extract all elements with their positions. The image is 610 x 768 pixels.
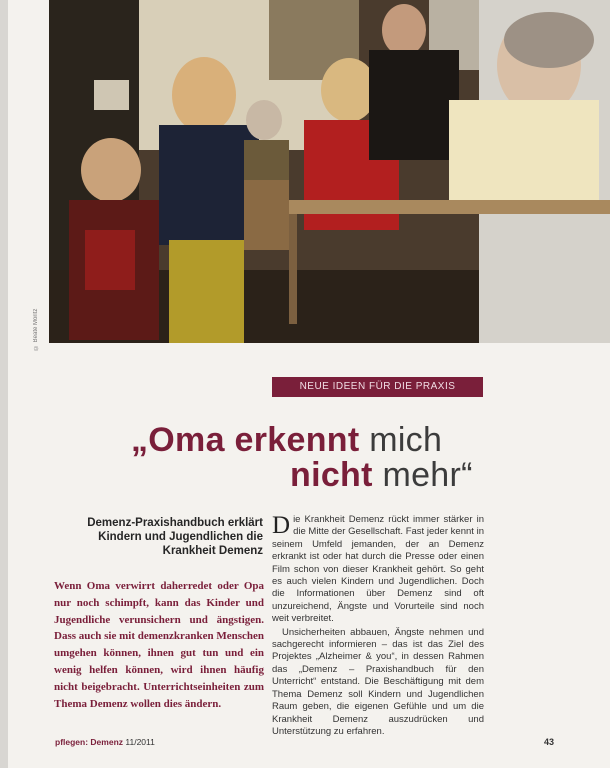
scan-edge — [0, 0, 8, 768]
headline-line-1 — [131, 420, 442, 460]
body-paragraph-2: Unsicherheiten abbauen, Ängste nehmen und sachgerecht informieren – das ist das Ziel des Projektes „Alzheimer & you“, in dessen Rahmen das „Demenz – Praxishandbuch für den Unterricht“ entstand. Die Beschäftigung mit dem Thema Demenz soll Kindern und Jugendlichen Raum geben, die eigenen Gefühle und um die Krankheit Demenz auszudrücken und Unterstützung zu erfahren. — [272, 626, 484, 737]
cover-photo — [49, 0, 610, 343]
photo-illustration — [49, 0, 610, 343]
footer-issue: 11/2011 — [123, 737, 155, 747]
headline-line-2-bold: nicht — [290, 456, 373, 494]
subheadline: Demenz-Praxishandbuch erklärt Kindern und Jugendlichen die Krankheit Demenz — [87, 517, 263, 557]
photo-credit: © Beate Moritz — [33, 308, 39, 350]
drop-cap: D — [272, 512, 291, 539]
page-number: 43 — [544, 737, 555, 747]
body-paragraph-1-text: ie Krankheit Demenz rückt immer stärker in die Mitte der Gesellschaft. Fast jeder kennt in seinem Umfeld jemanden, der an Demenz erkrankt ist oder hat durch die Presse oder einen Film schon von dieser Krankheit gehört. So geht es auch vielen Kindern und Jugendlichen. Doch die Informationen über Demenz sind oft unzureichend, Ängste und Vorurteile sind noch weit verbreitet. — [272, 514, 484, 625]
footer-publication — [55, 737, 155, 747]
body-paragraph-1 — [272, 514, 484, 626]
teaser-text: Wenn Oma verwirrt daherredet oder Opa nur noch schimpft, kann das Kinder und Jugendliche verunsichern und ängstigen. Dass auch sie mit demenzkranken Menschen umgehen können, ihnen gut tun und ein wenig helfen können, wird ihnen häufig nicht beigebracht. Unterrichtseinheiten zum Thema Demenz wollen dies ändern. — [54, 580, 264, 710]
body-column — [272, 514, 484, 738]
headline-line-2 — [290, 455, 473, 495]
footer-publication-name: pflegen: Demenz — [55, 737, 124, 747]
headline-line-1-bold: „Oma erkennt — [131, 421, 360, 459]
headline-line-1-light: mich — [359, 421, 443, 459]
section-kicker: NEUE IDEEN FÜR DIE PRAXIS — [272, 377, 483, 397]
headline-line-2-light: mehr“ — [372, 456, 473, 494]
